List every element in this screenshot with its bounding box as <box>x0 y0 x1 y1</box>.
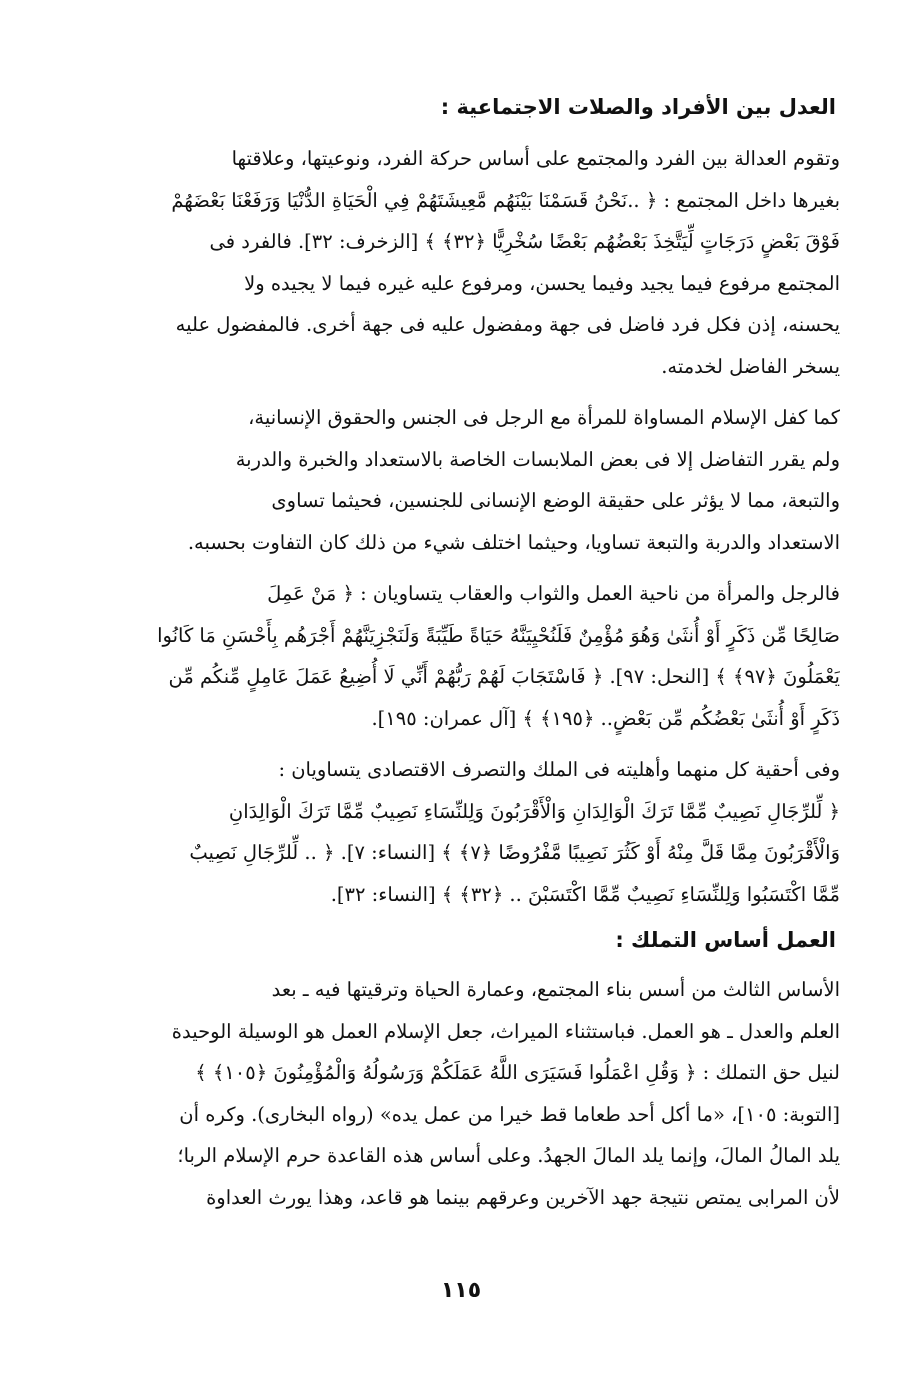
text-line: يلد المالُ المالَ، وإنما يلد المالَ الجهدُ. وعلى أساس هذه القاعدة حرم الإسلام الربا؛ <box>177 1144 840 1167</box>
text-line: يسخر الفاضل لخدمته. <box>661 354 840 378</box>
text-line: العلم والعدل ـ هو العمل. فباستثناء الميراث، جعل الإسلام العمل هو الوسيلة الوحيدة <box>171 1019 840 1043</box>
text-line: ولم يقرر التفاضل إلا فى بعض الملابسات الخاصة بالاستعداد والخبرة والدربة <box>235 447 840 471</box>
text-line: يحسنه، إذن فكل فرد فاضل فى جهة ومفضول عليه فى جهة أخرى. فالمفضول عليه <box>175 313 840 336</box>
text-line: المجتمع مرفوع فيما يجيد وفيما يحسن، ومرفوع عليه غيره فيما لا يجيده ولا <box>244 271 840 295</box>
text-line: لنيل حق التملك : ﴿ وَقُلِ اعْمَلُوا فَسَيَرَى اللَّهُ عَمَلَكُمْ وَرَسُولُهُ وَالْمُؤْمِنُونَ ﴿١٠٥﴾ ﴾ <box>195 1061 840 1084</box>
page-number: ١١٥ <box>440 1278 482 1303</box>
text-line: مِّمَّا اكْتَسَبُوا وَلِلنِّسَاءِ نَصِيبٌ مِّمَّا اكْتَسَبْنَ .. ﴿٣٢﴾ ﴾ [النساء: ٣٢]. <box>330 882 840 906</box>
text-line: وفى أحقية كل منهما وأهليته فى الملك والتصرف الاقتصادى يتساويان : <box>278 758 840 781</box>
text-line: يَعْمَلُونَ ﴿٩٧﴾ ﴾ [النحل: ٩٧]. ﴿ فَاسْتَجَابَ لَهُمْ رَبُّهُمْ أَنِّي لَا أُضِيعُ عَمَلَ عَامِلٍ مِّنكُم مِّن <box>168 665 840 688</box>
text-line: كما كفل الإسلام المساواة للمرأة مع الرجل فى الجنس والحقوق الإنسانية، <box>248 406 840 429</box>
text-line: الاستعداد والدربة والتبعة تساويا، وحيثما اختلف شيء من ذلك كان التفاوت بحسبه. <box>187 530 840 554</box>
text-line: وتقوم العدالة بين الفرد والمجتمع على أساس حركة الفرد، ونوعيتها، وعلاقتها <box>231 147 840 170</box>
text-line: [التوبة: ١٠٥]، «ما أكل أحد طعاما قط خيرا من عمل يده» (رواه البخارى). وكره أن <box>179 1102 840 1126</box>
text-line: والتبعة، مما لا يؤثر على حقيقة الوضع الإنسانى للجنسين، فحيثما تساوى <box>271 489 840 512</box>
section-heading-work: العمل أساس التملك : <box>615 928 836 952</box>
text-line: ذَكَرٍ أَوْ أُنثَىٰ بَعْضُكُم مِّن بَعْضٍ.. ﴿١٩٥﴾ ﴾ [آل عمران: ١٩٥]. <box>371 706 840 730</box>
text-line: فَوْقَ بَعْضٍ دَرَجَاتٍ لِّيَتَّخِذَ بَعْضُهُم بَعْضًا سُخْرِيًّا ﴿٣٢﴾ ﴾ [الزخرف: ٣٢]. فالفرد فى <box>209 230 840 253</box>
paragraph-ownership-rights <box>100 749 840 915</box>
page-body <box>100 92 840 1228</box>
text-line: وَالْأَقْرَبُونَ مِمَّا قَلَّ مِنْهُ أَوْ كَثُرَ نَصِيبًا مَّفْرُوضًا ﴿٧﴾ ﴾ [النساء: ٧]. ﴿ .. لِّلرِّجَالِ نَصِيبٌ <box>189 841 840 864</box>
paragraph-justice-society <box>100 138 840 387</box>
paragraph-equality-women <box>100 397 840 563</box>
text-line: بغيرها داخل المجتمع : ﴿ ..نَحْنُ قَسَمْنَا بَيْنَهُم مَّعِيشَتَهُمْ فِي الْحَيَاةِ الدُّنْيَا وَرَفَعْنَا بَعْضَهُمْ <box>171 188 840 212</box>
paragraph-work-basis <box>100 969 840 1218</box>
text-line: لأن المرابى يمتص نتيجة جهد الآخرين وعرقهم بينما هو قاعد، وهذا يورث العداوة <box>206 1185 840 1209</box>
section-heading-justice: العدل بين الأفراد والصلات الاجتماعية : <box>440 95 836 119</box>
text-line: الأساس الثالث من أسس بناء المجتمع، وعمارة الحياة وترقيتها فيه ـ بعد <box>271 978 840 1001</box>
text-line: فالرجل والمرأة من ناحية العمل والثواب والعقاب يتساويان : ﴿ مَنْ عَمِلَ <box>267 582 840 605</box>
paragraph-work-reward <box>100 573 840 739</box>
text-line: صَالِحًا مِّن ذَكَرٍ أَوْ أُنثَىٰ وَهُوَ مُؤْمِنٌ فَلَنُحْيِيَنَّهُ حَيَاةً طَيِّبَةً وَلَنَجْزِيَنَّهُمْ أَجْرَهُم بِأَحْسَنِ مَا كَانُوا <box>157 623 840 647</box>
text-line: ﴿ لِّلرِّجَالِ نَصِيبٌ مِّمَّا تَرَكَ الْوَالِدَانِ وَالْأَقْرَبُونَ وَلِلنِّسَاءِ نَصِيبٌ مِّمَّا تَرَكَ الْوَالِدَانِ <box>228 799 840 823</box>
